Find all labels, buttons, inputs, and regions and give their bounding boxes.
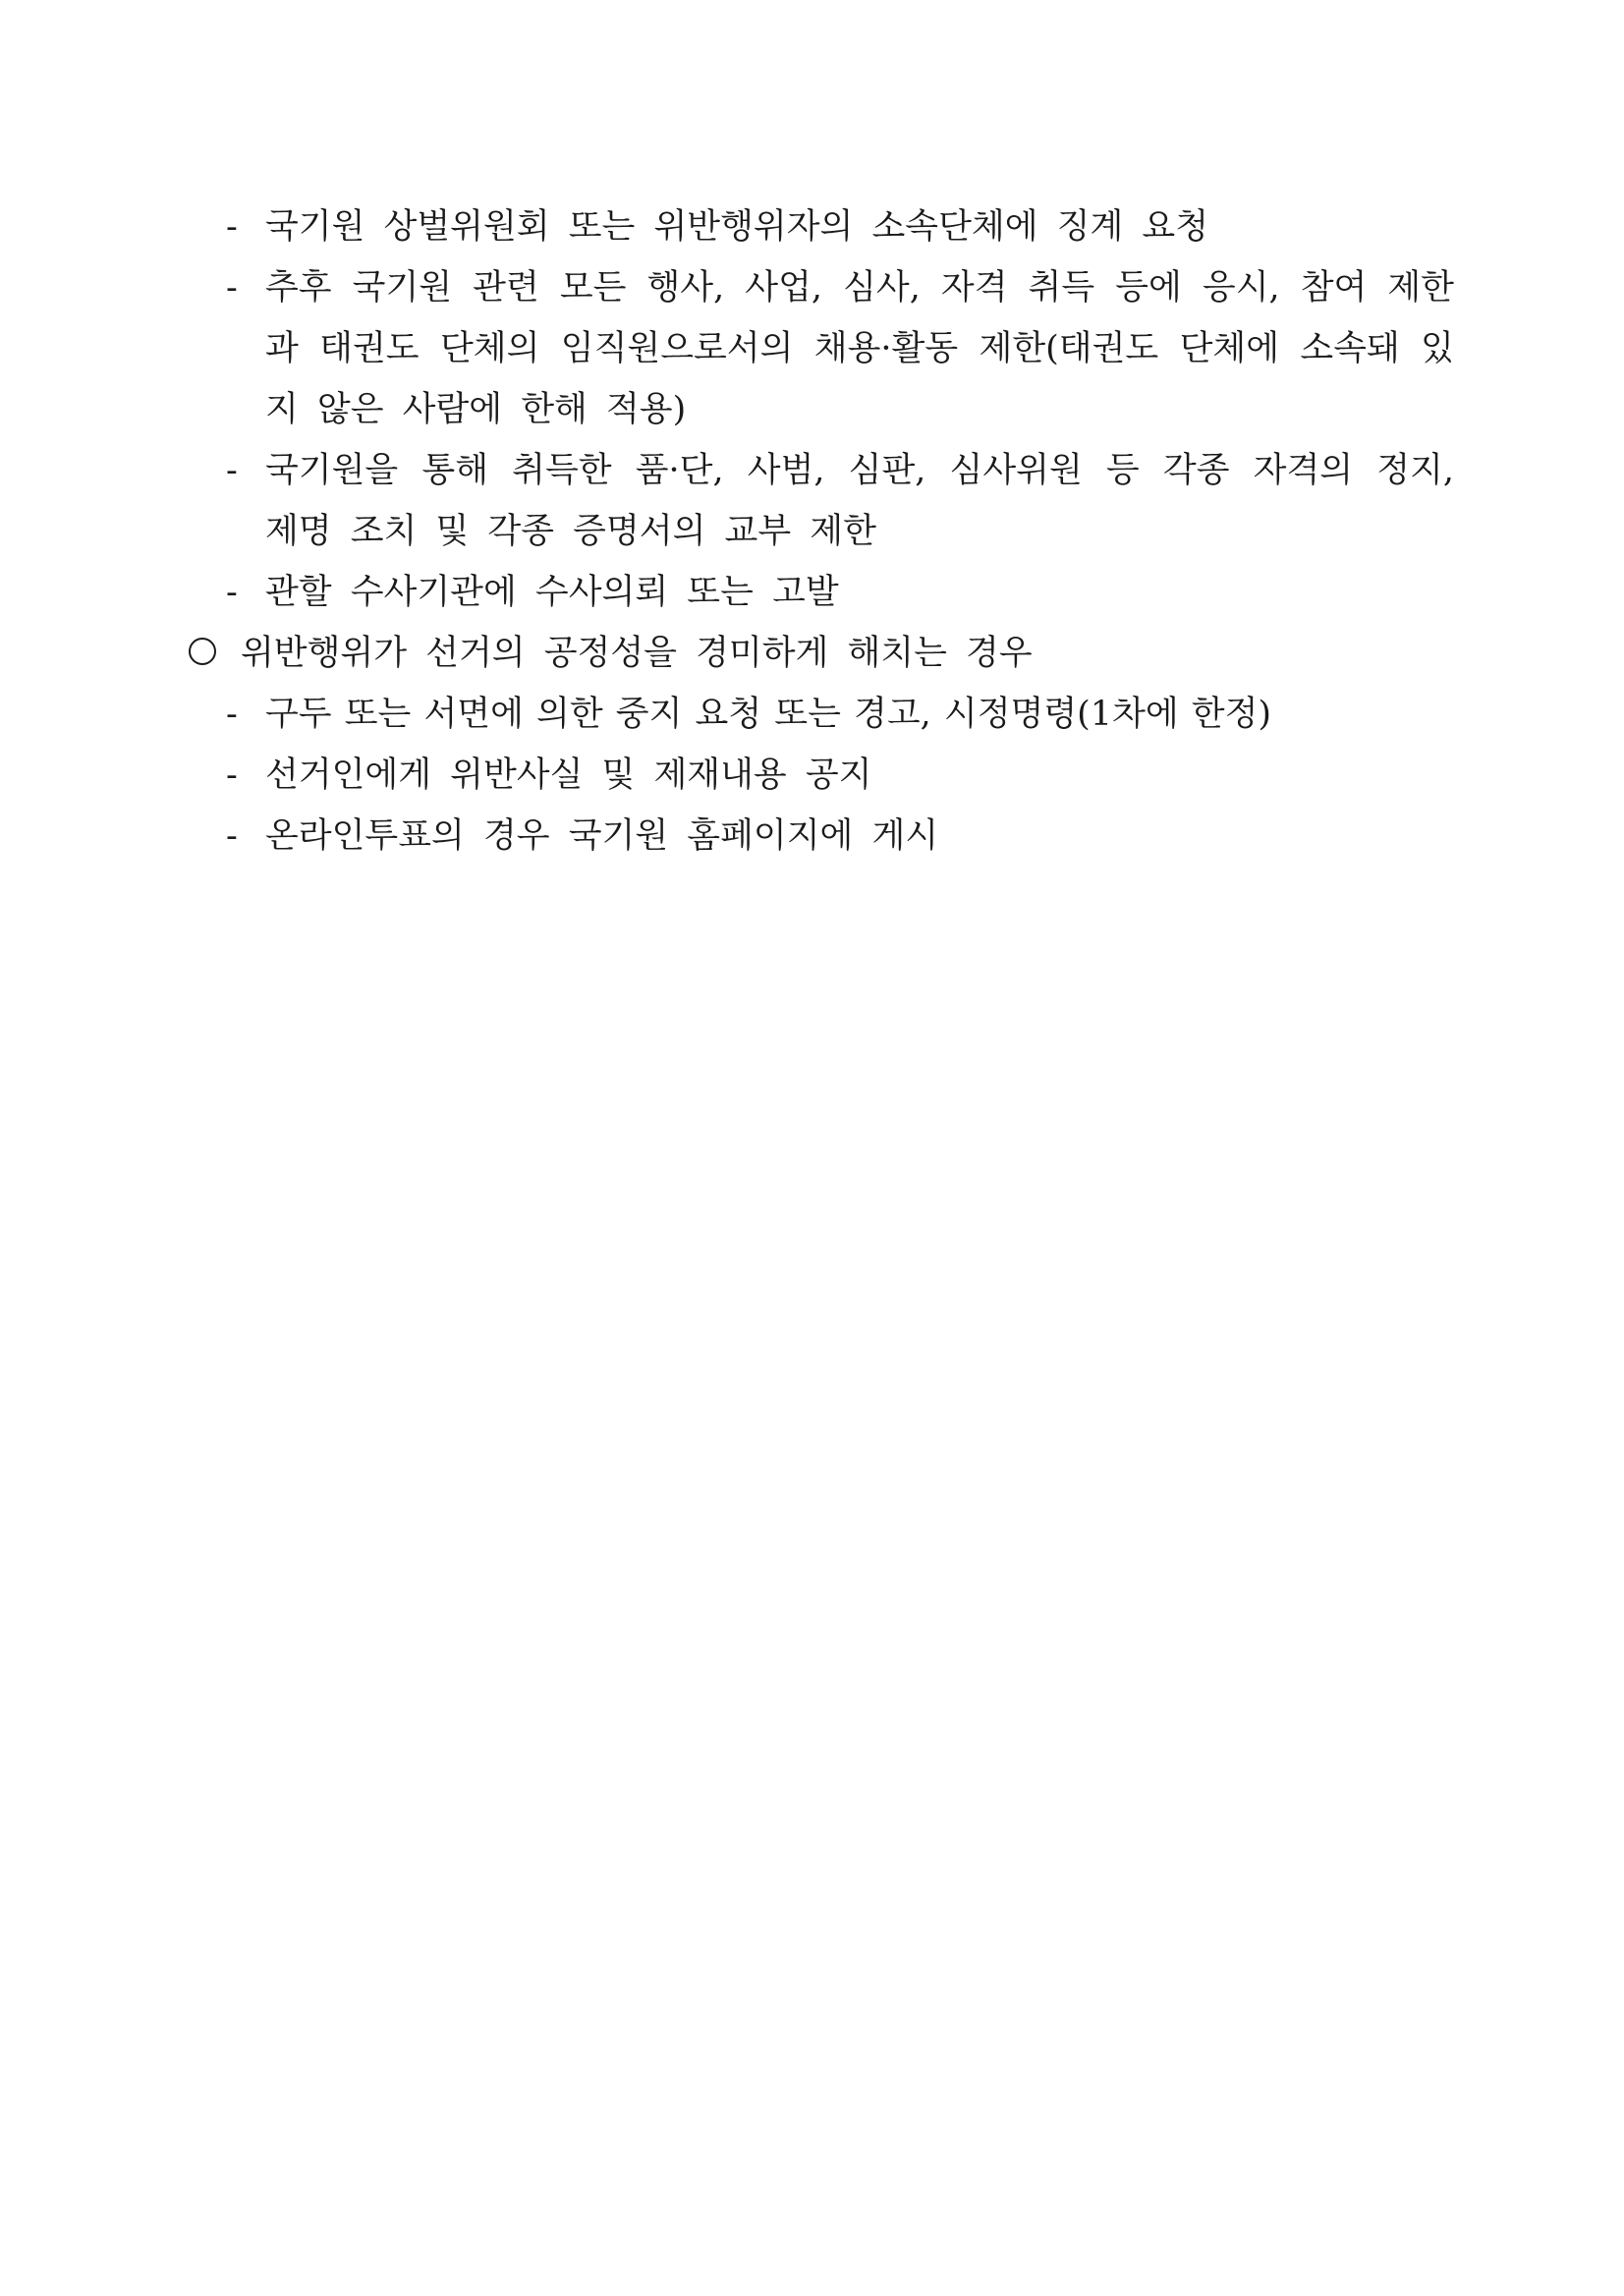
list-item-text: 추후 국기원 관련 모든 행사, 사업, 심사, 자격 취득 등에 응시, 참여 제한과 태권도 단체의 임직원으로서의 채용·활동 제한(태권도 단체에 소속돼 있지 않은 사람에 한해 적용) — [265, 268, 1454, 429]
dash-marker: - — [226, 756, 238, 795]
list-item-text: 국기원을 통해 취득한 품·단, 사범, 심판, 심사위원 등 각종 자격의 정지, 제명 조치 및 각종 증명서의 교부 제한 — [265, 451, 1454, 551]
dash-marker: - — [226, 268, 238, 308]
list-item-text: 선거인에게 위반사실 및 제재내용 공지 — [265, 756, 872, 795]
dash-marker: - — [226, 573, 238, 612]
list-item-text: 국기원 상벌위원회 또는 위반행위자의 소속단체에 징계 요청 — [265, 207, 1209, 247]
dash-marker: - — [226, 816, 238, 856]
list-item-text: 관할 수사기관에 수사의뢰 또는 고발 — [265, 573, 839, 612]
list-item-text: 구두 또는 서면에 의한 중지 요청 또는 경고, 시정명령(1차에 한정) — [265, 695, 1272, 734]
section-heading-text: 위반행위가 선거의 공정성을 경미하게 해치는 경우 — [241, 634, 1033, 673]
list-item-disciplinary-request — [187, 196, 1454, 257]
circle-bullet-icon — [189, 638, 216, 665]
section-heading-minor-violation — [187, 623, 1454, 684]
dash-marker: - — [226, 695, 238, 734]
dash-marker: - — [226, 207, 238, 247]
dash-marker: - — [226, 451, 238, 490]
list-item-participation-restriction — [187, 257, 1454, 440]
list-item-investigation-request — [187, 562, 1454, 623]
list-item-website-posting — [187, 806, 1454, 867]
list-item-qualification-suspension — [187, 440, 1454, 562]
list-item-stop-request-warning — [187, 684, 1454, 745]
list-item-text: 온라인투표의 경우 국기원 홈페이지에 게시 — [265, 816, 939, 856]
list-item-voter-notice — [187, 745, 1454, 806]
document-body — [187, 196, 1454, 867]
